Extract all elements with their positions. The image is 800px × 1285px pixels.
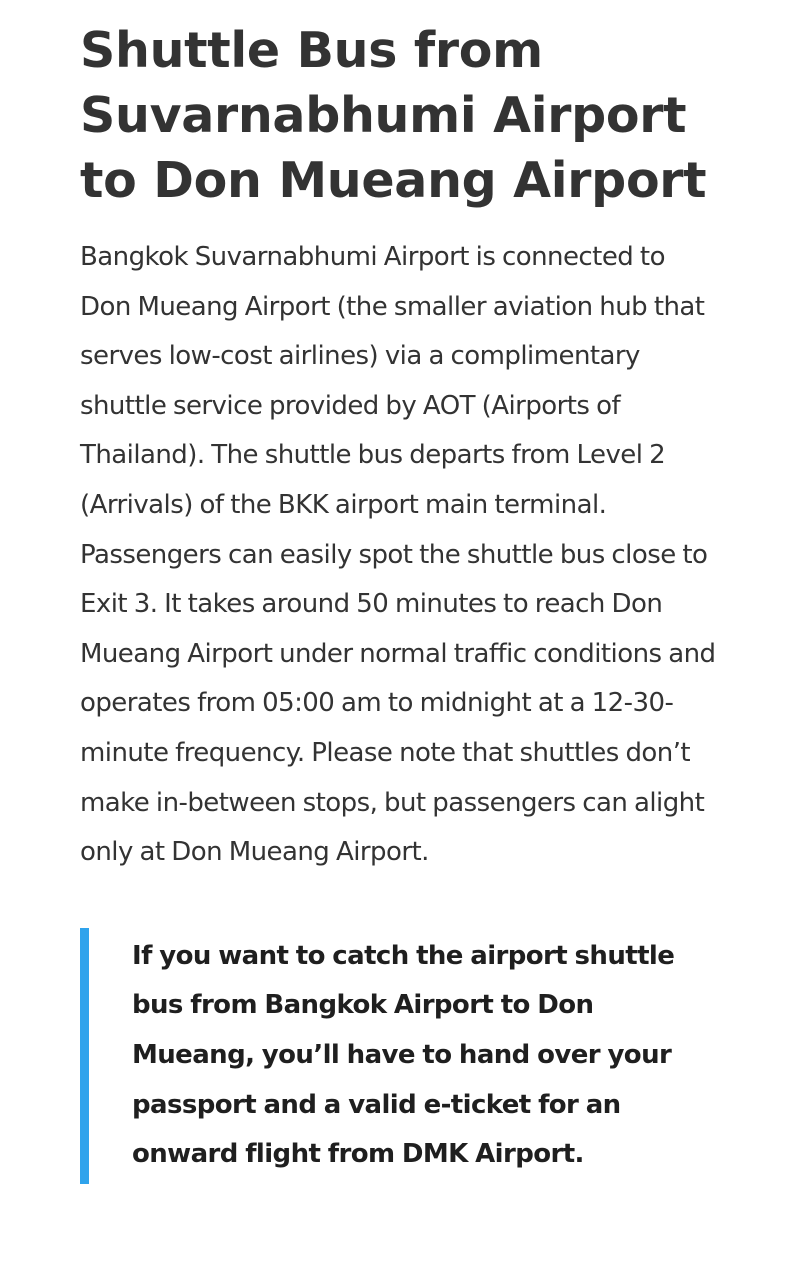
callout-blockquote — [80, 928, 718, 1184]
article-paragraph: Bangkok Suvarnabhumi Airport is connected to Don Mueang Airport (the smaller aviation hub that serves low-cost airlines) via a complimentary shuttle service provided by AOT (Airports of Thailand). The shuttle bus departs from Level 2 (Arrivals) of the BKK airport main terminal. Passengers can easily spot the shuttle bus close to Exit 3. It takes around 50 minutes to reach Don Mueang Airport under normal traffic conditions and operates from 05:00 am to midnight at a 12-30-minute frequency. Please note that shuttles don’t make in-between stops, but passengers can alight only at Don Mueang Airport. — [80, 242, 716, 868]
callout-accent-bar — [80, 928, 89, 1184]
callout-text: If you want to catch the airport shuttle bus from Bangkok Airport to Don Mueang, you’ll have to hand over your passport and a valid e-ticket for an onward flight from DMK Airport. — [132, 940, 675, 1170]
page-title: Shuttle Bus from Suvarnabhumi Airport to Don Mueang Airport — [80, 22, 707, 209]
